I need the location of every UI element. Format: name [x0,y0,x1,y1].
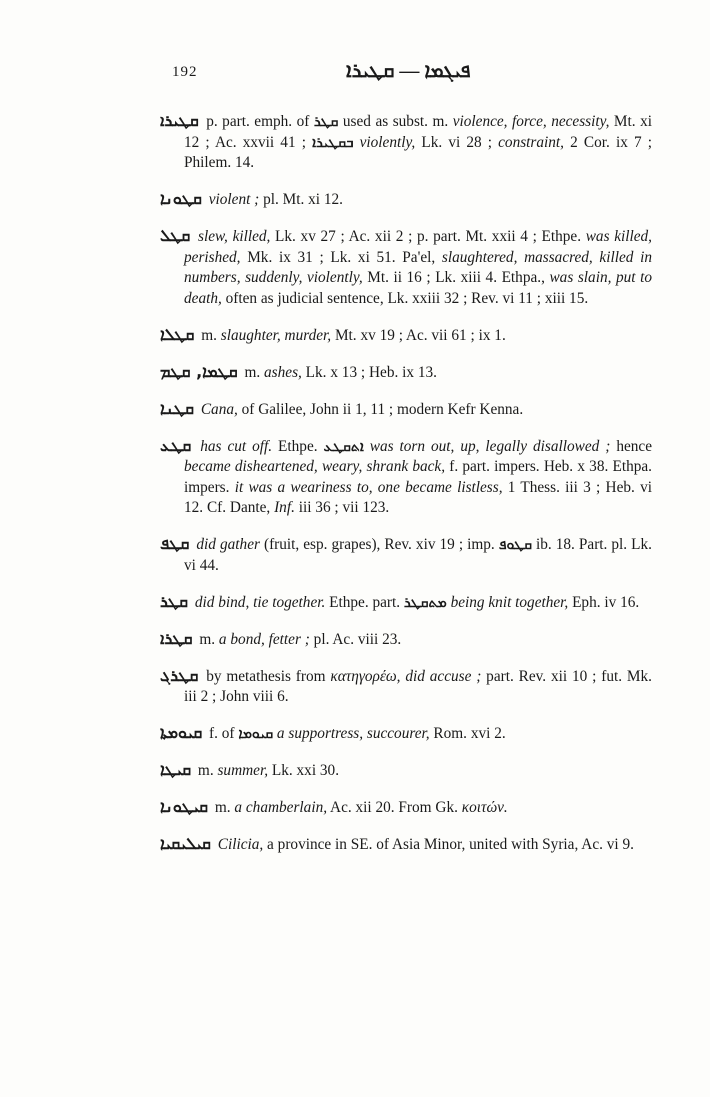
dictionary-entry [160,189,652,211]
entry-text: Mk. ix 31 ; Lk. xi 51. Pa'el, [240,248,442,266]
entry-text: Ac. xii 20. From Gk. [327,798,462,816]
entry-headword: ܩܛܡܐ, ܩܛܡ [160,361,238,381]
entry-definition: did gather [196,536,260,554]
entry-definition: violently, [359,133,416,151]
entry-headword: ܩܛܥ [160,435,192,455]
entry-text: Mt. xi 12 ; Ac. xxvii 41 ; [184,113,652,151]
dictionary-entry [160,760,652,782]
entry-text: Ethpe. [272,437,324,455]
entry-text: m. [197,326,221,344]
entry-text: Lk. x 13 ; Heb. ix 13. [301,363,437,381]
entry-definition: violence, force, necessity, [452,113,610,131]
entry-text: of Galilee, John ii 1, 11 ; modern Kefr Kenna. [237,400,524,418]
entry-definition: a chamberlain, [234,798,328,816]
syriac-word: ܐܬܩܛܥ [323,438,364,455]
entry-definition: was slain, put to death, [184,269,653,308]
entry-definition: slaughtered, massacred, killed in numbers, suddenly, violently, [184,248,652,287]
entry-definition: summer, [217,761,269,779]
entry-definition: became disheartened, weary, shrank back, [184,458,446,476]
dictionary-entry [160,592,652,614]
entry-text: Ethpe. part. [325,593,404,611]
entry-text: f. of [205,725,239,743]
syriac-word: ܩܛܪ [313,114,339,131]
entry-text: Mt. xv 19 ; Ac. vii 61 ; ix 1. [331,326,506,344]
syriac-word: ܩܛܘܦ [498,537,532,554]
entry-text: by metathesis from [201,667,331,685]
entry-text: used as subst. m. [338,113,453,131]
syriac-word: ܩܝܘܡܐ [238,726,274,743]
entry-text: Lk. vi 28 ; [415,133,499,151]
entry-text: Lk. xxi 30. [268,761,340,779]
entry-definition: slaughter, murder, [220,326,332,344]
entry-headword: ܩܝܘܡܬܐ [160,723,203,743]
entry-definition: ashes, [264,363,302,381]
entry-text: Lk. xv 27 ; Ac. xii 2 ; p. part. Mt. xxii 4 ; Ethpe. [270,228,586,246]
entry-definition: being knit together, [450,593,569,611]
entry-definition: Cana, [200,400,238,418]
entry-definition: κοιτών. [461,798,508,816]
dictionary-entry [160,797,652,819]
entry-headword: ܩܛܪ [160,591,189,611]
entry-text: Mt. ii 16 ; Lk. xiii 4. Ethpa., [362,269,550,287]
entry-text: 2 Cor. ix 7 ; Philem. 14. [184,133,652,172]
entry-definition: a bond, fetter ; [218,630,310,648]
dictionary-entry [160,834,652,856]
entry-headword: ܩܛܦ [160,534,190,554]
entry-text: pl. Mt. xi 12. [259,191,343,209]
entry-headword: ܩܛܪܓ [160,665,199,685]
entry-headword: ܩܛܝܪܐ [160,111,199,131]
entry-text: p. part. emph. of [201,113,314,131]
entry-text: hence [610,437,652,455]
entry-definition: Inf. [274,499,295,517]
dictionary-entry [160,399,652,421]
syriac-word: ܡܬܩܛܪ [403,594,447,611]
entry-text: a province in SE. of Asia Minor, united with Syria, Ac. vi 9. [263,835,634,853]
entry-headword: ܩܝܠܝܩܝܐ [160,833,211,853]
dictionary-entry [160,534,652,576]
entry-headword: ܩܛܢܐ [160,398,195,418]
dictionary-entry [160,325,652,347]
entry-text: m. [211,798,235,816]
entry-definition: a supportress, succourer, [276,725,430,743]
entry-headword: ܩܛܘܢܐ [160,189,202,209]
entry-headword: ܩܛܠܐ [160,324,195,344]
entry-text: 1 Thess. iii 3 ; Heb. vi 12. Cf. Dante, [184,478,652,517]
dictionary-entry [160,362,652,384]
entry-text: part. Rev. xii 10 ; fut. Mk. iii 2 ; John viii 6. [184,667,652,706]
entry-text: Eph. iv 16. [568,593,640,611]
entry-definition: constraint, [498,133,565,151]
entry-text: m. [195,630,219,648]
entry-definition: was killed, perished, [184,228,653,266]
entry-definition: was torn out, up, legally disallowed ; [369,437,611,455]
entry-text: Rom. xvi 2. [429,725,506,743]
entry-text: often as judicial sentence, Lk. xxiii 32 ; Rev. vi 11 ; xiii 15. [221,290,589,308]
entry-text: ib. 18. Part. pl. Lk. vi 44. [184,536,652,574]
dictionary-entry [160,436,652,519]
entry-text: pl. Ac. viii 23. [309,630,402,648]
entry-definition: has cut off. [200,437,273,455]
entry-text: f. part. impers. Heb. x 38. Ethpa. impers. [184,458,652,496]
entry-headword: ܩܝܛܐ [160,759,192,779]
entry-headword: ܩܝܛܘܢܐ [160,796,209,816]
entry-text: m. [194,761,218,779]
entry-text: iii 36 ; vii 123. [294,499,390,517]
page-number: 192 [172,64,198,80]
entry-definition: Cilicia, [217,835,264,853]
running-head: ܦܝܓܡܐ — ܩܛܝܪܐ [346,60,471,82]
dictionary-entry [160,723,652,745]
dictionary-entry [160,226,652,309]
dictionary-entries [160,96,652,861]
entry-definition: did bind, tie together. [194,593,326,611]
dictionary-entry [160,629,652,651]
syriac-word: ܒܩܛܝܪܐ [312,134,354,151]
entry-definition: it was a weariness to, one became listless, [234,478,503,496]
entry-definition: violent ; [208,191,260,209]
entry-headword: ܩܛܠ [160,226,191,246]
dictionary-entry [160,666,652,708]
dictionary-entry [160,111,652,174]
entry-text: (fruit, esp. grapes), Rev. xiv 19 ; imp. [259,536,499,554]
entry-definition: slew, killed, [198,228,271,246]
entry-headword: ܩܛܪܐ [160,628,193,648]
entry-text: m. [240,363,265,381]
entry-definition: κατηγορέω, did accuse ; [330,667,482,685]
